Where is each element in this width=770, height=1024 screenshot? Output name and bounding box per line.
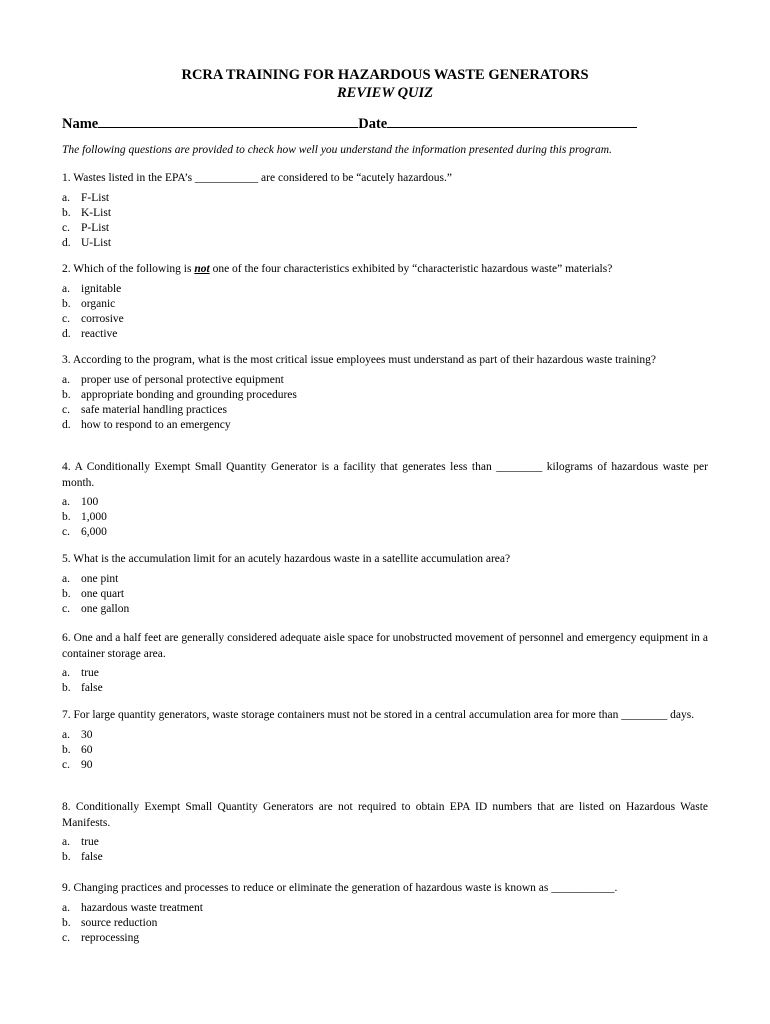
- option-item: [62, 602, 708, 617]
- option-letter: a.: [62, 373, 70, 386]
- option-letter: d.: [62, 418, 71, 431]
- option-item: [62, 901, 708, 916]
- option-letter: d.: [62, 236, 71, 249]
- option-letter: c.: [62, 312, 70, 325]
- option-letter: b.: [62, 851, 71, 863]
- option-text: hazardous waste treatment: [81, 901, 203, 914]
- option-text: 1,000: [81, 511, 107, 523]
- option-text: P-List: [81, 221, 110, 234]
- option-letter: a.: [62, 572, 70, 585]
- name-date-row: [62, 114, 637, 133]
- name-blank-line[interactable]: [98, 114, 358, 128]
- option-letter: c.: [62, 931, 70, 944]
- option-list: [62, 373, 708, 433]
- option-text: U-List: [81, 236, 112, 249]
- question-5: [62, 552, 708, 617]
- option-item: [62, 388, 708, 403]
- option-item: [62, 403, 708, 418]
- option-item: [62, 572, 708, 587]
- option-item: [62, 327, 708, 342]
- option-item: [62, 282, 708, 297]
- question-6: [62, 631, 708, 696]
- option-letter: c.: [62, 221, 70, 234]
- option-list: [62, 572, 708, 617]
- option-list: [62, 835, 708, 865]
- option-letter: c.: [62, 403, 70, 416]
- date-blank-line[interactable]: [387, 114, 637, 128]
- intro-text: The following questions are provided to check how well you understand the information presented during this program.: [62, 144, 612, 156]
- option-text: 90: [81, 758, 93, 771]
- option-letter: c.: [62, 526, 70, 538]
- question-text: 1. Wastes listed in the EPA’s ___________ are considered to be “acutely hazardous.”: [62, 172, 452, 184]
- option-letter: b.: [62, 297, 71, 310]
- question-4: [62, 460, 708, 540]
- option-text: one gallon: [81, 602, 130, 615]
- option-text: true: [81, 836, 99, 848]
- option-item: [62, 418, 708, 433]
- option-item: [62, 206, 708, 221]
- option-text: 60: [81, 743, 93, 756]
- option-letter: a.: [62, 496, 70, 508]
- option-item: [62, 495, 708, 510]
- option-letter: a.: [62, 667, 70, 679]
- option-text: reprocessing: [81, 931, 140, 944]
- option-text: appropriate bonding and grounding procedures: [81, 388, 297, 401]
- option-list: [62, 191, 708, 251]
- option-text: one pint: [81, 572, 119, 585]
- option-letter: a.: [62, 836, 70, 848]
- option-item: [62, 221, 708, 236]
- page-subtitle: REVIEW QUIZ: [336, 85, 434, 101]
- option-letter: b.: [62, 206, 71, 219]
- option-letter: b.: [62, 511, 71, 523]
- option-list: [62, 901, 708, 946]
- option-item: [62, 916, 708, 931]
- option-list: [62, 728, 708, 773]
- option-item: [62, 191, 708, 206]
- option-list: [62, 666, 708, 696]
- option-text: ignitable: [81, 282, 122, 295]
- option-item: [62, 587, 708, 602]
- question-text: 4. A Conditionally Exempt Small Quantity Generator is a facility that generates less than ________ kilograms of hazardous waste per month.: [62, 461, 708, 489]
- option-text: safe material handling practices: [81, 403, 227, 416]
- option-item: [62, 666, 708, 681]
- question-text: 7. For large quantity generators, waste storage containers must not be stored in a central accumulation area for more than ________ days.: [62, 709, 695, 721]
- option-item: [62, 525, 708, 540]
- option-text: reactive: [81, 327, 118, 340]
- option-text: F-List: [81, 191, 110, 204]
- question-text: 8. Conditionally Exempt Small Quantity Generators are not required to obtain EPA ID numbers that are listed on Hazardous Waste Manifests.: [62, 801, 708, 829]
- question-text: [62, 262, 708, 278]
- page-title: RCRA TRAINING FOR HAZARDOUS WASTE GENERATORS: [181, 67, 589, 83]
- option-item: [62, 743, 708, 758]
- option-letter: a.: [62, 901, 70, 914]
- option-text: false: [81, 851, 103, 863]
- option-item: [62, 510, 708, 525]
- option-text: organic: [81, 297, 116, 310]
- option-letter: b.: [62, 587, 71, 600]
- question-2: [62, 262, 708, 342]
- date-label: Date: [358, 116, 388, 132]
- question-7: [62, 708, 708, 773]
- option-list: [62, 495, 708, 540]
- question-3: [62, 353, 708, 433]
- option-text: how to respond to an emergency: [81, 418, 231, 431]
- option-text: one quart: [81, 587, 125, 600]
- option-text: 6,000: [81, 526, 107, 538]
- option-letter: a.: [62, 728, 70, 741]
- option-list: [62, 282, 708, 342]
- question-emphasis: not: [194, 263, 210, 275]
- option-letter: b.: [62, 682, 71, 694]
- option-item: [62, 931, 708, 946]
- question-text-end: one of the four characteristics exhibited by “characteristic hazardous waste” materials?: [209, 263, 613, 275]
- option-letter: b.: [62, 916, 71, 929]
- option-item: [62, 681, 708, 696]
- question-9: [62, 881, 708, 946]
- question-1: [62, 171, 708, 251]
- option-text: false: [81, 682, 103, 694]
- option-item: [62, 236, 708, 251]
- option-text: 100: [81, 496, 99, 508]
- option-text: true: [81, 667, 99, 679]
- option-letter: b.: [62, 743, 71, 756]
- option-item: [62, 835, 708, 850]
- option-letter: a.: [62, 191, 70, 204]
- option-text: 30: [81, 728, 93, 741]
- option-letter: d.: [62, 327, 71, 340]
- option-letter: a.: [62, 282, 70, 295]
- question-text: 5. What is the accumulation limit for an acutely hazardous waste in a satellite accumulation area?: [62, 553, 511, 565]
- option-item: [62, 373, 708, 388]
- option-letter: b.: [62, 388, 71, 401]
- question-8: [62, 800, 708, 865]
- option-item: [62, 312, 708, 327]
- option-text: source reduction: [81, 916, 158, 929]
- option-text: corrosive: [81, 312, 124, 325]
- question-text-start: 2. Which of the following is: [62, 263, 195, 275]
- question-text: 6. One and a half feet are generally considered adequate aisle space for unobstructed movement of personnel and emergency equipment in a container storage area.: [62, 632, 708, 660]
- question-text: 9. Changing practices and processes to reduce or eliminate the generation of hazardous waste is known as ___________.: [62, 882, 618, 894]
- name-label: Name: [62, 116, 99, 132]
- option-item: [62, 297, 708, 312]
- option-text: K-List: [81, 206, 112, 219]
- option-item: [62, 758, 708, 773]
- option-item: [62, 850, 708, 865]
- option-text: proper use of personal protective equipment: [81, 373, 284, 386]
- option-letter: c.: [62, 602, 70, 615]
- question-text: 3. According to the program, what is the most critical issue employees must understand as part of their hazardous waste training?: [62, 354, 657, 366]
- option-item: [62, 728, 708, 743]
- option-letter: c.: [62, 758, 70, 771]
